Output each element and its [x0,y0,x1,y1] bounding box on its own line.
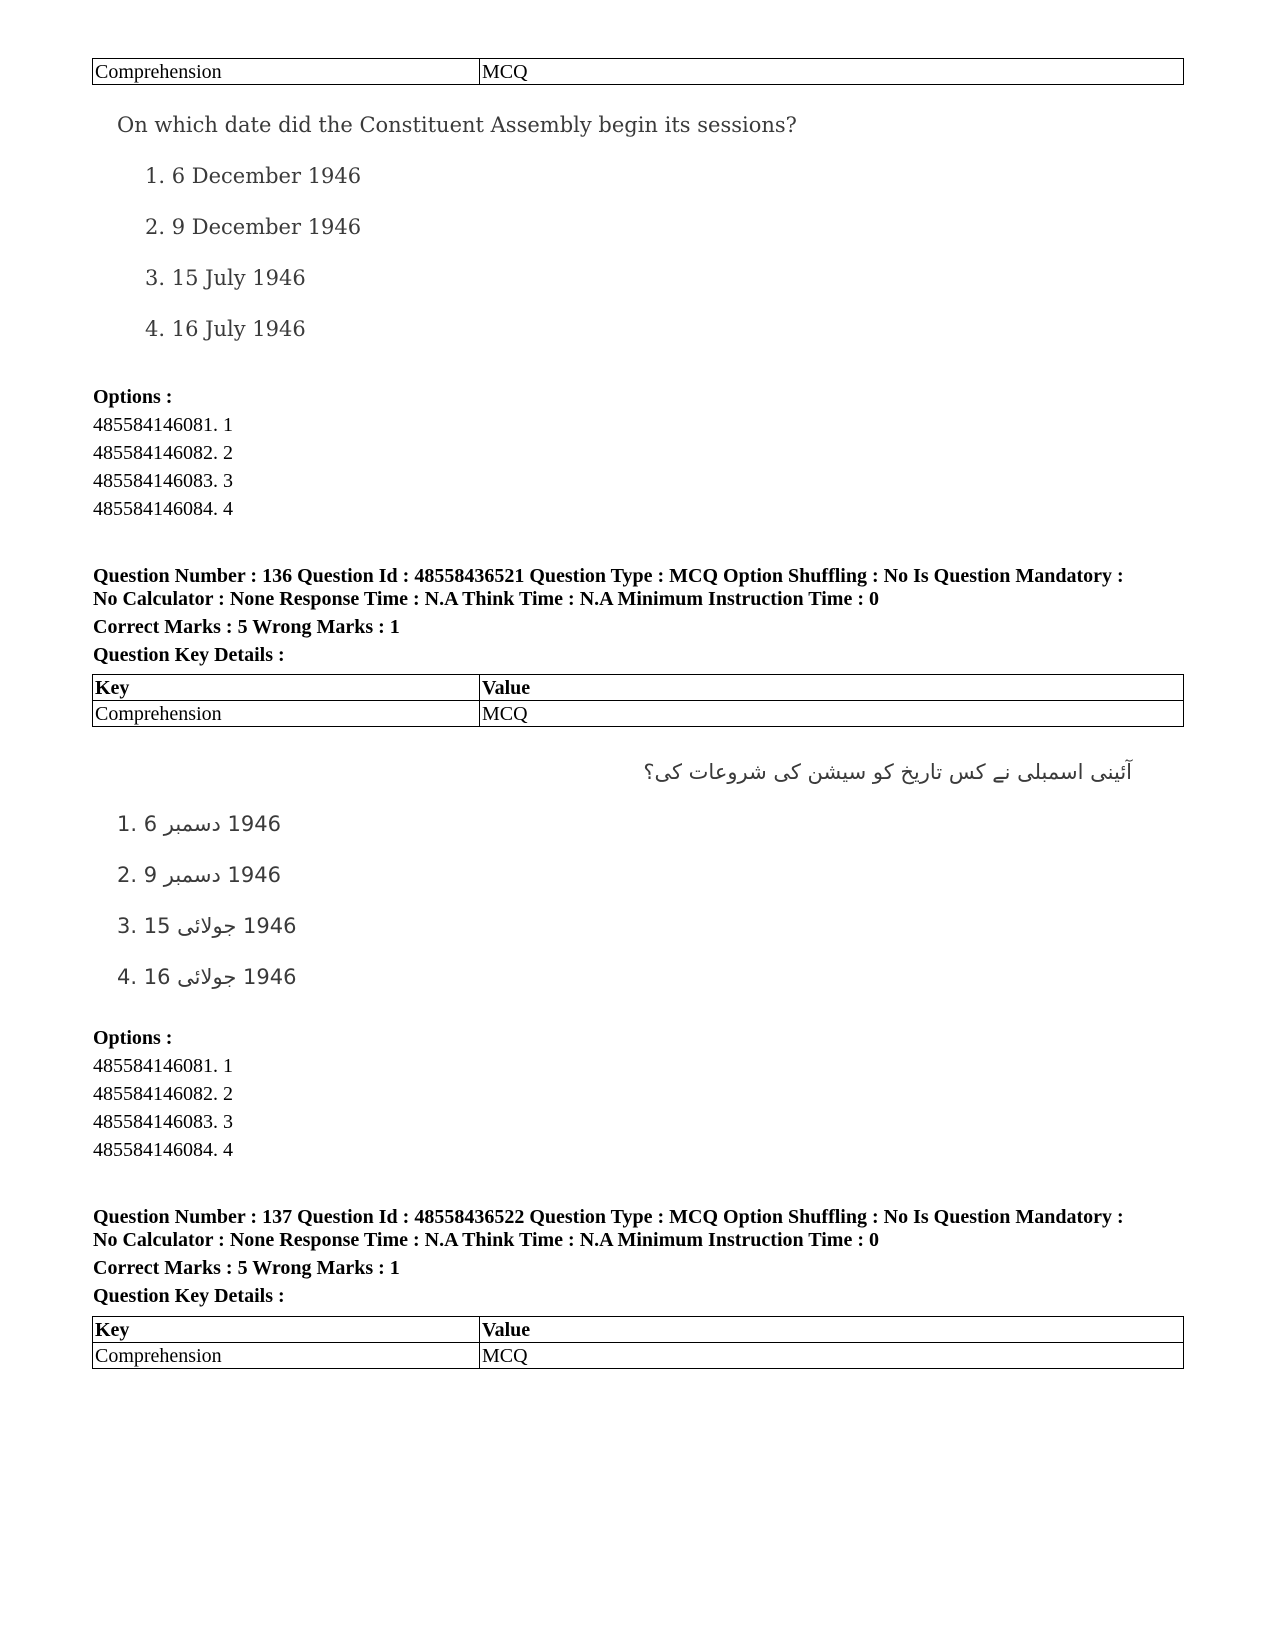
question-header-line: Question Number : 136 Question Id : 48558436521 Question Type : MCQ Option Shuffling : No Is Question Mandatory : [93,565,1124,587]
table-header-key: Key [93,675,480,701]
table-header-value: Value [480,675,1184,701]
table-cell-value: MCQ [480,59,1184,85]
question-text: On which date did the Constituent Assembly begin its sessions? [117,113,797,137]
table-row [93,59,1184,85]
table-header-value: Value [480,1317,1184,1343]
option-id: 485584146082. 2 [93,442,233,464]
table-cell-key: Comprehension [93,59,480,85]
choice-item [117,812,281,836]
choice-item: 1. 6 December 1946 [145,164,362,188]
option-id: 485584146082. 2 [93,1083,233,1105]
question-header-line: No Calculator : None Response Time : N.A Think Time : N.A Minimum Instruction Time : 0 [93,588,879,610]
table-cell-key: Comprehension [93,1343,480,1369]
choice-text: 1946 جولائی 16 [143,965,297,989]
option-id: 485584146084. 4 [93,1139,233,1161]
choice-item: 4. 16 July 1946 [145,317,306,341]
question-key-table [92,674,1184,727]
question-marks: Correct Marks : 5 Wrong Marks : 1 [93,616,400,638]
choice-number: 4. [117,965,138,989]
choice-text: 1946 دسمبر 9 [143,863,281,887]
option-id: 485584146084. 4 [93,498,233,520]
choice-text: 1946 دسمبر 6 [143,812,281,836]
table-header-key: Key [93,1317,480,1343]
options-label: Options : [93,1027,173,1049]
table-header-row [93,675,1184,701]
question-key-table [92,58,1184,85]
table-cell-key: Comprehension [93,701,480,727]
choice-item [117,965,296,989]
table-cell-value: MCQ [480,701,1184,727]
table-cell-value: MCQ [480,1343,1184,1369]
question-header-line: Question Number : 137 Question Id : 48558436522 Question Type : MCQ Option Shuffling : No Is Question Mandatory : [93,1206,1124,1228]
choice-item [117,914,296,938]
choice-number: 2. [117,863,138,887]
choice-text: 1946 جولائی 15 [143,914,297,938]
option-id: 485584146081. 1 [93,414,233,436]
choice-number: 3. [117,914,138,938]
table-row [93,1343,1184,1369]
question-key-table [92,1316,1184,1369]
option-id: 485584146083. 3 [93,470,233,492]
option-id: 485584146083. 3 [93,1111,233,1133]
question-header-line: No Calculator : None Response Time : N.A Think Time : N.A Minimum Instruction Time : 0 [93,1229,879,1251]
options-label: Options : [93,386,173,408]
choice-number: 1. [117,812,138,836]
choice-item [117,863,281,887]
question-text: آئینی اسمبلی نے کس تاریخ کو سیشن کی شروعات کی؟ [643,760,1132,784]
option-id: 485584146081. 1 [93,1055,233,1077]
table-header-row [93,1317,1184,1343]
key-details-label: Question Key Details : [93,644,285,666]
key-details-label: Question Key Details : [93,1285,285,1307]
table-row [93,701,1184,727]
question-marks: Correct Marks : 5 Wrong Marks : 1 [93,1257,400,1279]
choice-item: 2. 9 December 1946 [145,215,362,239]
choice-item: 3. 15 July 1946 [145,266,306,290]
